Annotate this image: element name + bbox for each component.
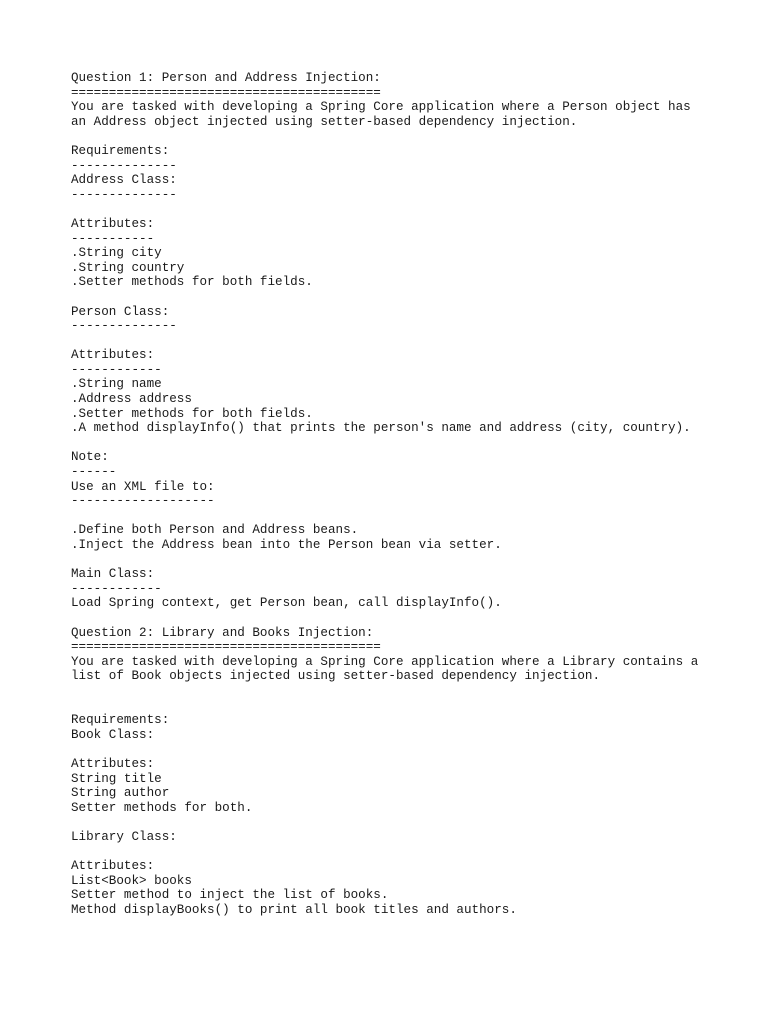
heading-underline: =========================================: [71, 640, 381, 655]
attributes-heading: Attributes:: [71, 348, 155, 363]
list-item: String author: [71, 786, 170, 801]
blank-line: [71, 202, 751, 217]
heading-underline: -----------: [71, 231, 155, 246]
heading-underline: =========================================: [71, 85, 381, 100]
person-class-heading: Person Class:: [71, 304, 170, 319]
blank-line: [71, 129, 751, 144]
blank-line: [71, 684, 751, 699]
blank-line: [71, 611, 751, 626]
heading-underline: -------------------: [71, 494, 215, 509]
blank-line: [71, 699, 751, 714]
book-class-heading: Book Class:: [71, 727, 155, 742]
note-heading: Note:: [71, 450, 109, 465]
list-item: Setter methods for both.: [71, 800, 253, 815]
address-class-heading: Address Class:: [71, 173, 177, 188]
heading-underline: ------------: [71, 362, 162, 377]
attributes-heading: Attributes:: [71, 756, 155, 771]
attributes-heading: Attributes:: [71, 859, 155, 874]
main-class-heading: Main Class:: [71, 567, 155, 582]
blank-line: [71, 844, 751, 859]
list-item: .String country: [71, 260, 185, 275]
blank-line: [71, 334, 751, 349]
blank-line: [71, 290, 751, 305]
list-item: .Define both Person and Address beans.: [71, 523, 359, 538]
blank-line: [71, 509, 751, 524]
blank-line: [71, 553, 751, 568]
library-class-heading: Library Class:: [71, 829, 177, 844]
list-item: .Address address: [71, 392, 192, 407]
list-item: List<Book> books: [71, 873, 192, 888]
requirements-heading: Requirements:: [71, 143, 170, 158]
list-item: Method displayBooks() to print all book titles and authors.: [71, 902, 517, 917]
list-item: String title: [71, 771, 162, 786]
heading-underline: ------: [71, 465, 117, 480]
main-class-description: Load Spring context, get Person bean, call displayInfo().: [71, 596, 502, 611]
heading-underline: ------------: [71, 581, 162, 596]
blank-line: [71, 742, 751, 757]
heading-underline: --------------: [71, 158, 177, 173]
question-2-description: list of Book objects injected using setter-based dependency injection.: [71, 669, 601, 684]
list-item: .A method displayInfo() that prints the person's name and address (city, country).: [71, 421, 691, 436]
list-item: .String name: [71, 377, 162, 392]
attributes-heading: Attributes:: [71, 216, 155, 231]
question-1-heading: Question 1: Person and Address Injection:: [71, 71, 381, 85]
question-2-description: You are tasked with developing a Spring Core application where a Library contains a: [71, 654, 699, 669]
question-2-heading: Question 2: Library and Books Injection:: [71, 625, 374, 640]
blank-line: [71, 436, 751, 451]
requirements-heading: Requirements:: [71, 713, 170, 728]
question-1-description: an Address object injected using setter-based dependency injection.: [71, 114, 578, 129]
question-1-description: You are tasked with developing a Spring Core application where a Person object has: [71, 100, 691, 115]
heading-underline: --------------: [71, 187, 177, 202]
list-item: .Setter methods for both fields.: [71, 406, 313, 421]
xml-file-heading: Use an XML file to:: [71, 479, 215, 494]
blank-line: [71, 815, 751, 830]
list-item: .Setter methods for both fields.: [71, 275, 313, 290]
heading-underline: --------------: [71, 319, 177, 334]
list-item: .String city: [71, 246, 162, 261]
document-text: [71, 71, 751, 917]
list-item: .Inject the Address bean into the Person bean via setter.: [71, 538, 502, 552]
list-item: Setter method to inject the list of books.: [71, 888, 389, 903]
